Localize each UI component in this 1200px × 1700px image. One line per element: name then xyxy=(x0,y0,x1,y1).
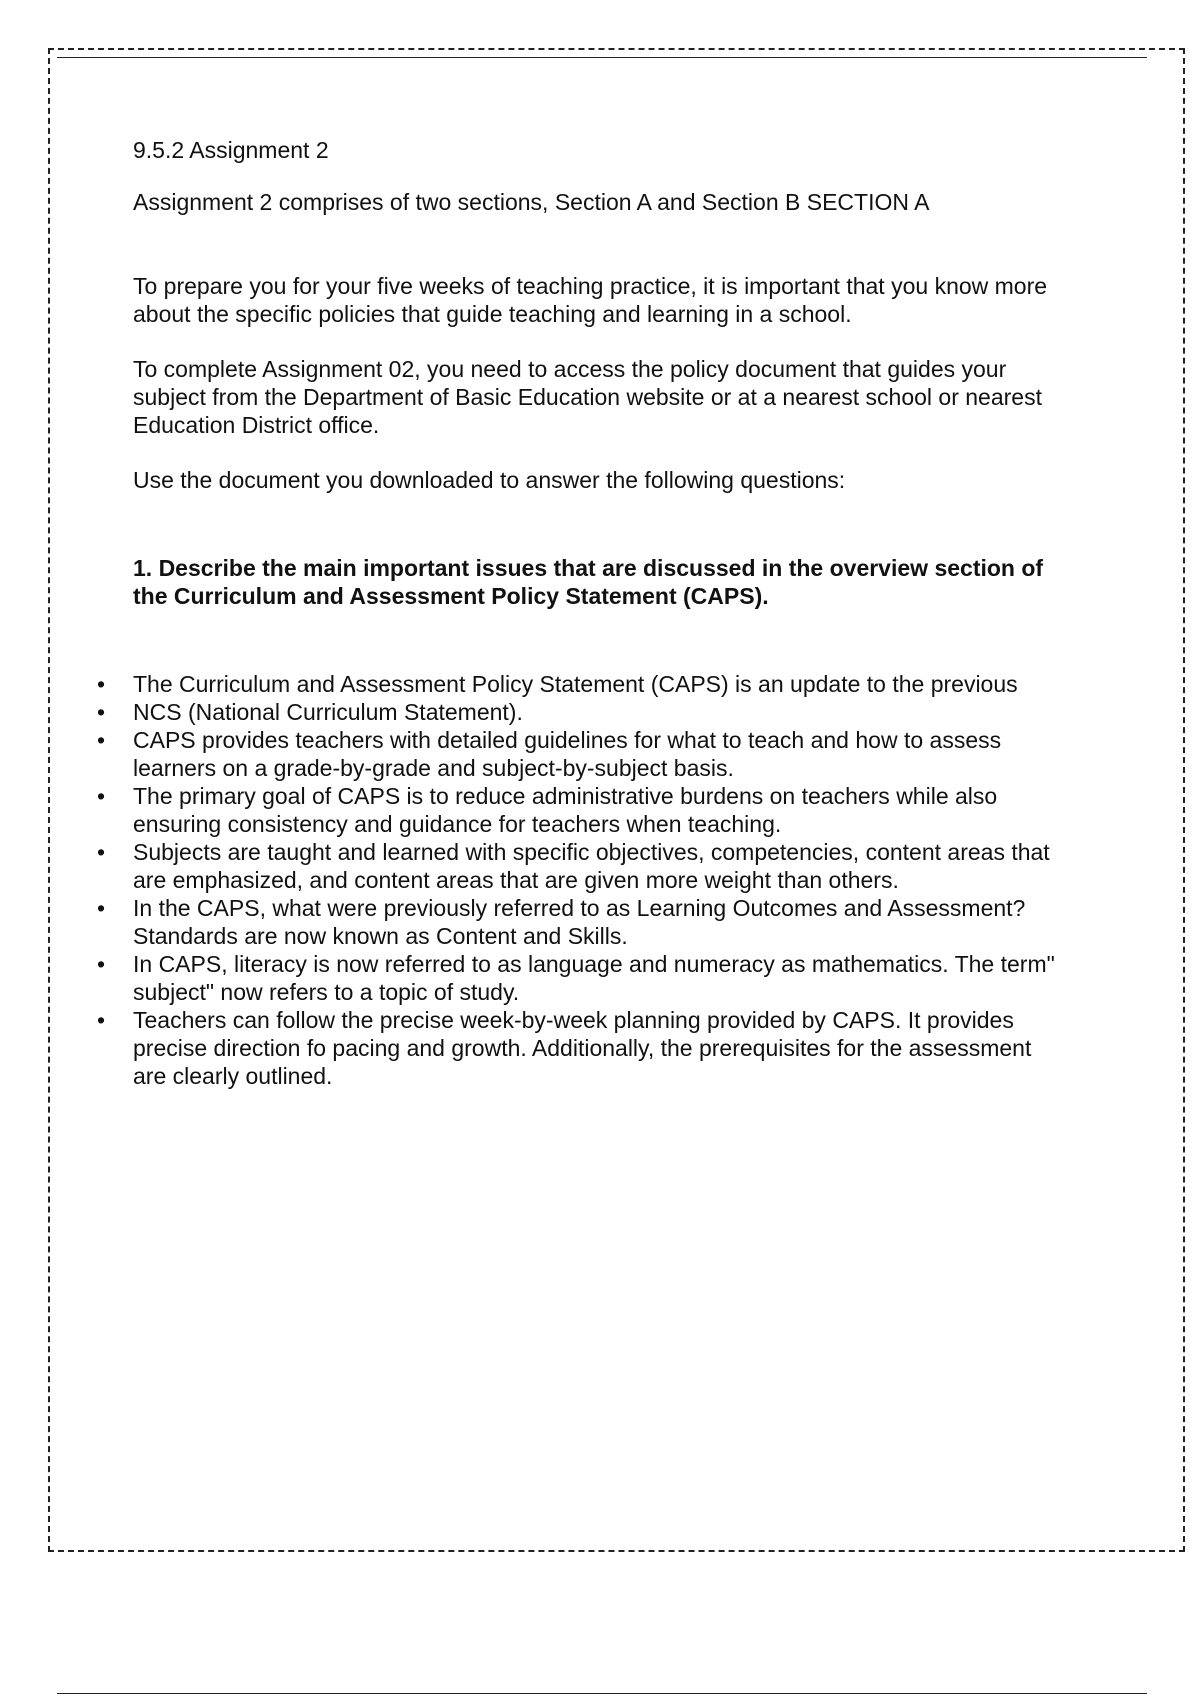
footer-rule xyxy=(57,1693,1147,1694)
paragraph-instructions: Use the document you downloaded to answer the following questions: xyxy=(133,467,846,493)
bullet-icon: • xyxy=(97,839,106,865)
bullet-icon: • xyxy=(97,727,106,753)
list-item: • The Curriculum and Assessment Policy Statement (CAPS) is an update to the previous xyxy=(97,671,1018,697)
paragraph-access-policy: To complete Assignment 02, you need to access the policy document that guides your subject from the Department of Basic Education website or at a nearest school or nearest Education District office. xyxy=(133,356,1042,438)
intro-paragraph: Assignment 2 comprises of two sections, Section A and Section B SECTION A xyxy=(133,189,930,215)
question-1: 1. Describe the main important issues that are discussed in the overview section of the Curriculum and Assessment Policy Statement (CAPS). xyxy=(133,555,1044,609)
document-body xyxy=(97,136,1063,1090)
bullet-icon: • xyxy=(97,783,106,809)
section-heading: 9.5.2 Assignment 2 xyxy=(133,137,329,163)
list-item: • In the CAPS, what were previously referred to as Learning Outcomes and Assessment? Standards are now known as Content and Skills. xyxy=(97,895,1026,949)
list-item: • The primary goal of CAPS is to reduce administrative burdens on teachers while also ensuring consistency and guidance for teachers when teaching. xyxy=(97,783,998,837)
bullet-icon: • xyxy=(97,895,106,921)
paragraph-teaching-practice: To prepare you for your five weeks of teaching practice, it is important that you know more about the specific policies that guide teaching and learning in a school. xyxy=(133,273,1048,327)
answer-bullet-list xyxy=(97,670,1063,1090)
bullet-icon: • xyxy=(97,699,106,725)
bullet-icon: • xyxy=(97,671,106,697)
bullet-icon: • xyxy=(97,1007,106,1033)
top-rule xyxy=(57,57,1147,58)
list-item: • In CAPS, literacy is now referred to as language and numeracy as mathematics. The term" subject" now refers to a topic of study. xyxy=(97,951,1055,1005)
list-item: • Subjects are taught and learned with specific objectives, competencies, content areas that are emphasized, and content areas that are given more weight than others. xyxy=(97,839,1050,893)
bullet-icon: • xyxy=(97,951,106,977)
list-item: • CAPS provides teachers with detailed guidelines for what to teach and how to assess learners on a grade-by-grade and subject-by-subject basis. xyxy=(97,727,1002,781)
list-item: • NCS (National Curriculum Statement). xyxy=(97,699,523,725)
list-item: • Teachers can follow the precise week-by-week planning provided by CAPS. It provides precise direction fo pacing and growth. Additionally, the prerequisites for the assessment are clearly outlined. xyxy=(97,1007,1032,1089)
